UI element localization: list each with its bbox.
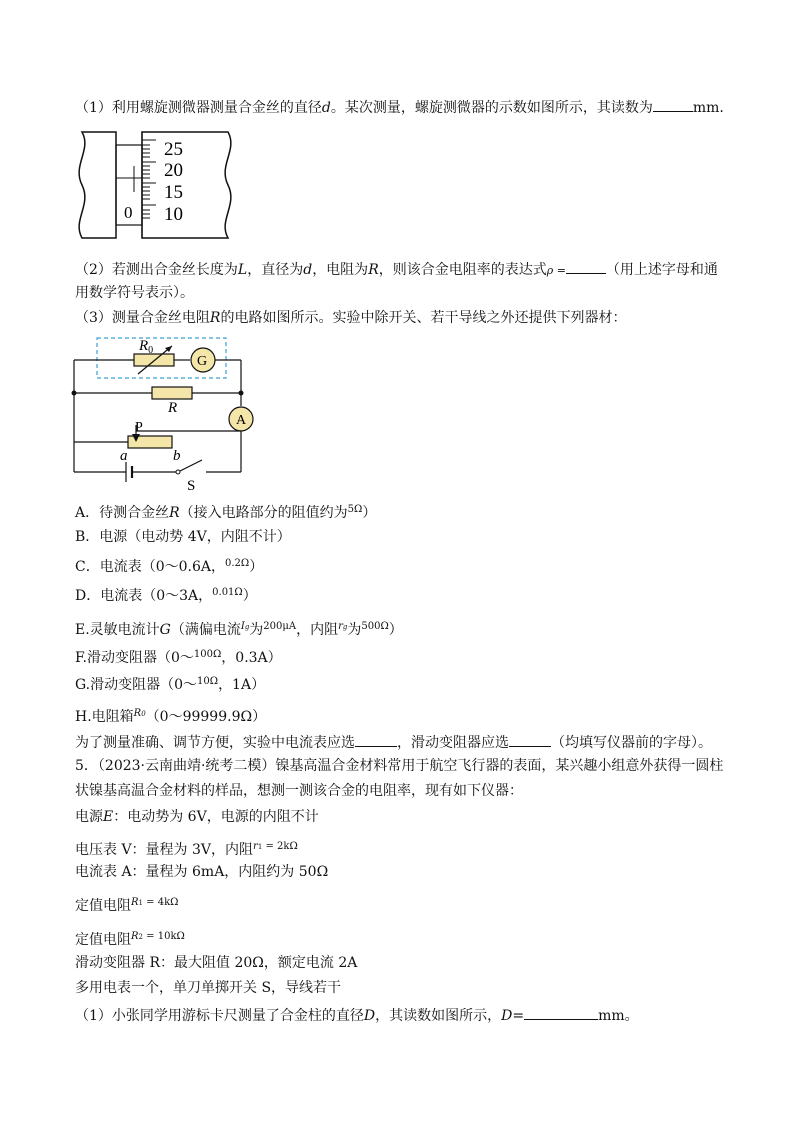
label-r0: $R_0$	[139, 338, 154, 356]
option-g: G.滑动变阻器（0～$^{10\Omega}$，1A）	[75, 676, 266, 693]
option-a: A．待测合金丝R（接入电路部分的阻值约为$^{5\Omega}$）	[75, 504, 377, 521]
resistor-r0	[134, 354, 174, 366]
rho-symbol: ρ =	[546, 264, 566, 277]
q3-line: （3）测量合金丝电阻R的电路如图所示。实验中除开关、若干导线之外还提供下列器材：	[75, 310, 627, 326]
q2-line1: （2）若测出合金丝长度为L，直径为d，电阻为R，则该合金电阻率的表达式ρ = （用上述字母和通	[75, 259, 718, 280]
q5-r1: 定值电阻$^{R1 = 4k\Omega}$	[75, 897, 179, 914]
q1-unit: mm.	[692, 100, 724, 116]
switch-s	[180, 460, 202, 471]
q5-slide: 滑动变阻器 R：最大阻值 20Ω，额定电流 2A	[75, 955, 358, 971]
q5-line1: 5．（2023·云南曲靖·统考二模）镍基高温合金材料常用于航空飞行器的表面，某兴趣小组意外获得一圆柱	[75, 758, 724, 774]
option-f: F.滑动变阻器（0～$^{100\Omega}$，0.3A）	[75, 649, 282, 666]
q1-var-d: d	[321, 100, 331, 116]
micrometer-frame	[79, 132, 116, 238]
q2-answer-blank[interactable]	[566, 259, 606, 274]
q1-text: （1）利用螺旋测微器测量合金丝的直径	[75, 100, 322, 116]
circuit-diagram	[66, 330, 266, 490]
q1-text2: 。某次测量，螺旋测微器的示数如图所示，其读数为	[330, 100, 653, 116]
rheostat-choice-blank[interactable]	[509, 732, 551, 747]
scale-label-15: 15	[164, 182, 183, 203]
q1-answer-blank[interactable]	[653, 97, 693, 112]
option-h: H.电阻箱$^{R0}$（0～99999.9Ω）	[75, 708, 267, 725]
label-a-end: a	[120, 448, 128, 464]
label-g: G	[197, 354, 208, 369]
scale-label-10: 10	[164, 204, 183, 225]
q5-voltmeter: 电压表 V：量程为 3V，内阻$^{r1 = 2k\Omega}$	[75, 841, 298, 858]
option-c: C．电流表（0～0.6A，$^{0.2\Omega}$）	[75, 558, 264, 575]
q5-r2: 定值电阻$^{R2 = 10k\Omega}$	[75, 931, 185, 948]
diameter-answer-blank[interactable]	[524, 1005, 598, 1020]
sleeve-zero-label: 0	[124, 203, 133, 222]
option-e: E.灵敏电流计G（满偏电流$^{Ig}$为$^{200\mu A}$，内阻$^{rg}$为$^{500\Omega}$）	[75, 621, 403, 638]
q5-ammeter: 电流表 A：量程为 6mA，内阻约为 50Ω	[75, 864, 329, 880]
q1-line	[75, 97, 724, 117]
q5-q1: （1）小张同学用游标卡尺测量了合金柱的直径D，其读数如图所示，D= mm。	[75, 1005, 639, 1025]
label-b-end: b	[173, 448, 181, 464]
resistor-r	[152, 387, 192, 399]
label-s: S	[187, 478, 196, 490]
scale-label-20: 20	[164, 160, 183, 181]
q5-source: 电源E：电动势为 6V，电源的内阻不计	[75, 809, 319, 825]
micrometer-thimble	[142, 132, 231, 238]
option-d: D．电流表（0～3A，$^{0.01\Omega}$）	[75, 587, 257, 604]
option-b: B．电源（电动势 4V，内阻不计）	[75, 529, 291, 545]
scale-label-25: 25	[164, 139, 183, 160]
micrometer-figure	[70, 120, 240, 245]
q2-line2: 用数学符号表示）。	[75, 285, 194, 301]
thimble-scale-ticks	[142, 140, 156, 218]
ammeter-choice-blank[interactable]	[355, 732, 397, 747]
q3-answer-line: 为了测量准确、调节方便，实验中电流表应选 ，滑动变阻器应选 （均填写仪器前的字母）。	[75, 732, 712, 752]
q5-line2: 状镍基高温合金材料的样品，想测一测该合金的电阻率，现有如下仪器：	[75, 783, 523, 799]
label-r: R	[168, 400, 178, 416]
label-a: A	[236, 413, 247, 428]
q5-meter: 多用电表一个，单刀单掷开关 S，导线若干	[75, 980, 342, 996]
label-p: P	[135, 420, 143, 435]
